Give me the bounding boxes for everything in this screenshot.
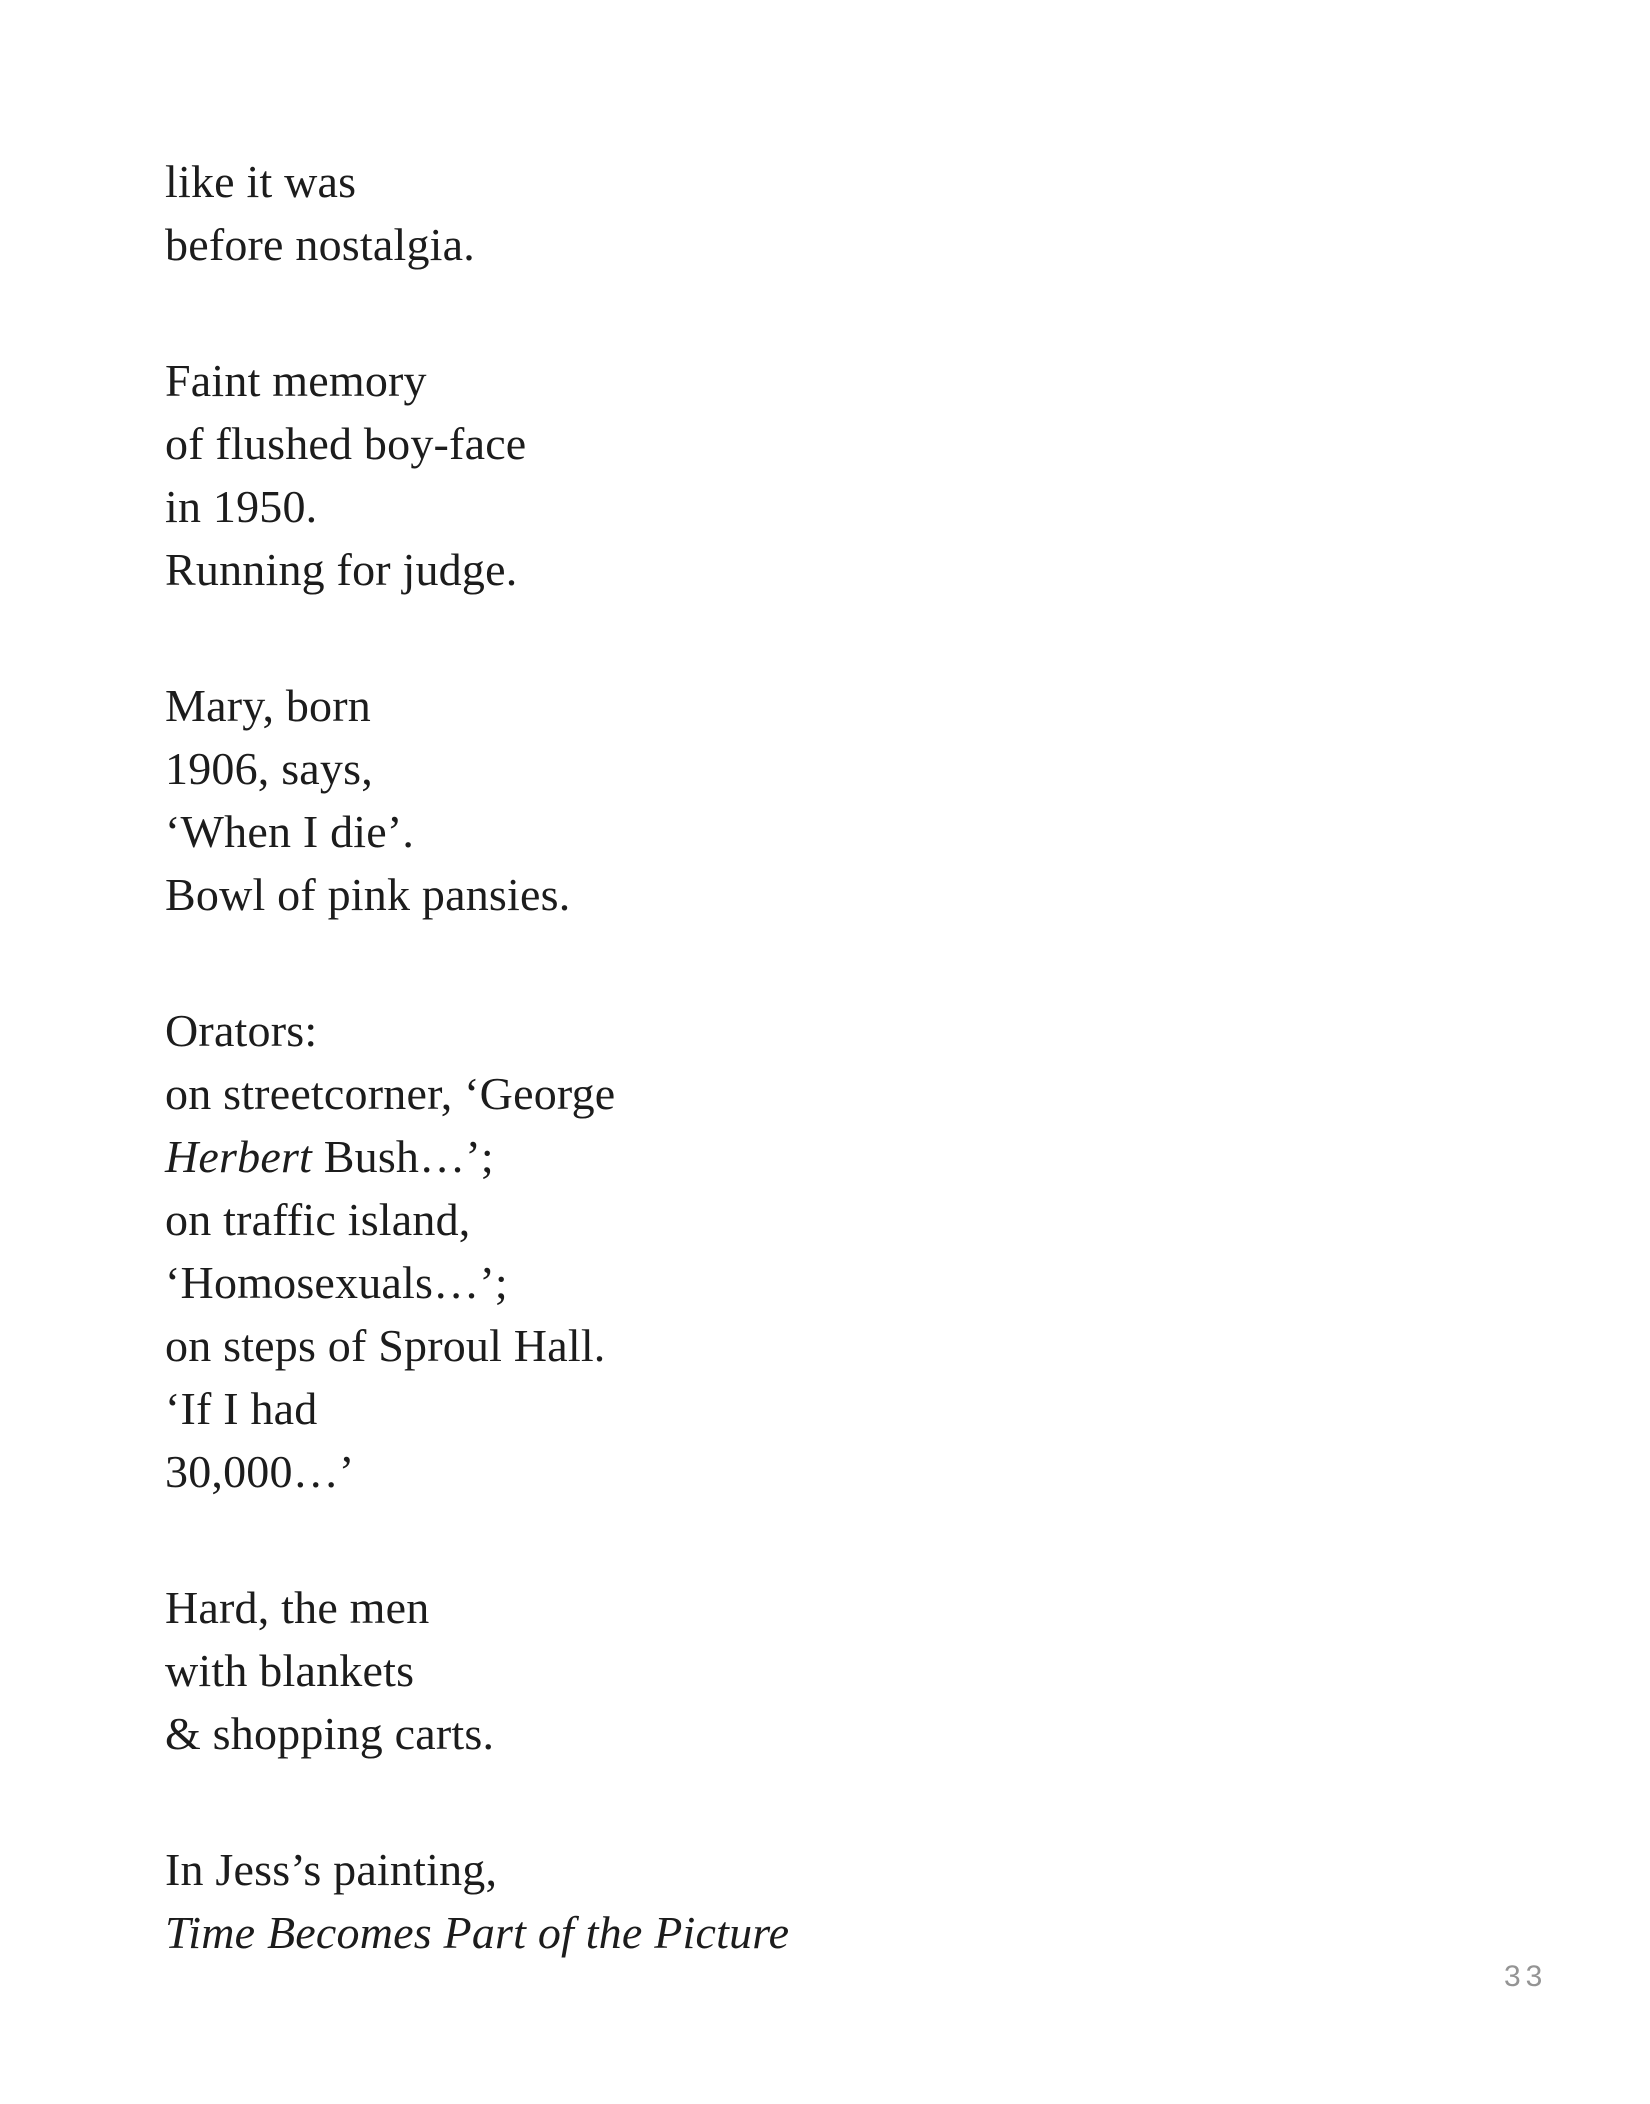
poem-line (165, 213, 789, 276)
stanza (165, 1576, 789, 1765)
poem-line (165, 1251, 789, 1314)
stanza (165, 150, 789, 276)
poem-line (165, 150, 789, 213)
poem-text: like it was (165, 156, 357, 207)
poem-text: Running for judge. (165, 544, 518, 595)
poem-text: & shopping carts. (165, 1708, 495, 1759)
poem-line (165, 475, 789, 538)
stanza (165, 1838, 789, 1964)
poem-text: Mary, born (165, 680, 371, 731)
poem-text: ‘If I had (165, 1383, 318, 1434)
poem-text: Bush…’; (312, 1131, 494, 1182)
poem-text: of flushed boy-face (165, 418, 527, 469)
poem-line (165, 800, 789, 863)
poem-line (165, 1188, 789, 1251)
stanza (165, 999, 789, 1503)
poem-text: ‘When I die’. (165, 806, 415, 857)
poem-line (165, 863, 789, 926)
poem-text: Faint memory (165, 355, 427, 406)
poem-line (165, 412, 789, 475)
poem-line (165, 1639, 789, 1702)
poem-text: on streetcorner, ‘George (165, 1068, 616, 1119)
poem-text: on steps of Sproul Hall. (165, 1320, 606, 1371)
poem-line (165, 999, 789, 1062)
poem-line (165, 1125, 789, 1188)
stanza (165, 674, 789, 926)
poem-line (165, 349, 789, 412)
poem-line (165, 1901, 789, 1964)
poem-text-italic: Time Becomes Part of the Picture (165, 1907, 790, 1958)
poem-text: Orators: (165, 1005, 318, 1056)
poem-text: Hard, the men (165, 1582, 430, 1633)
poem-text: 30,000…’ (165, 1446, 355, 1497)
poem-line (165, 538, 789, 601)
poem-text: ‘Homosexuals…’; (165, 1257, 508, 1308)
poem-line (165, 1062, 789, 1125)
poem-line (165, 1838, 789, 1901)
poem-line (165, 1377, 789, 1440)
poem-line (165, 674, 789, 737)
poem (165, 150, 789, 1964)
poem-line (165, 1440, 789, 1503)
poem-text: with blankets (165, 1645, 415, 1696)
poem-line (165, 737, 789, 800)
page-number: 33 (1504, 1960, 1548, 1993)
poem-text: in 1950. (165, 481, 318, 532)
poem-text-italic: Herbert (165, 1131, 313, 1182)
poem-text: 1906, says, (165, 743, 373, 794)
poem-text: before nostalgia. (165, 219, 475, 270)
stanza (165, 349, 789, 601)
poem-text: Bowl of pink pansies. (165, 869, 571, 920)
poem-text: on traffic island, (165, 1194, 471, 1245)
poem-line (165, 1576, 789, 1639)
poem-text: In Jess’s painting, (165, 1844, 498, 1895)
poem-line (165, 1314, 789, 1377)
poem-line (165, 1702, 789, 1765)
